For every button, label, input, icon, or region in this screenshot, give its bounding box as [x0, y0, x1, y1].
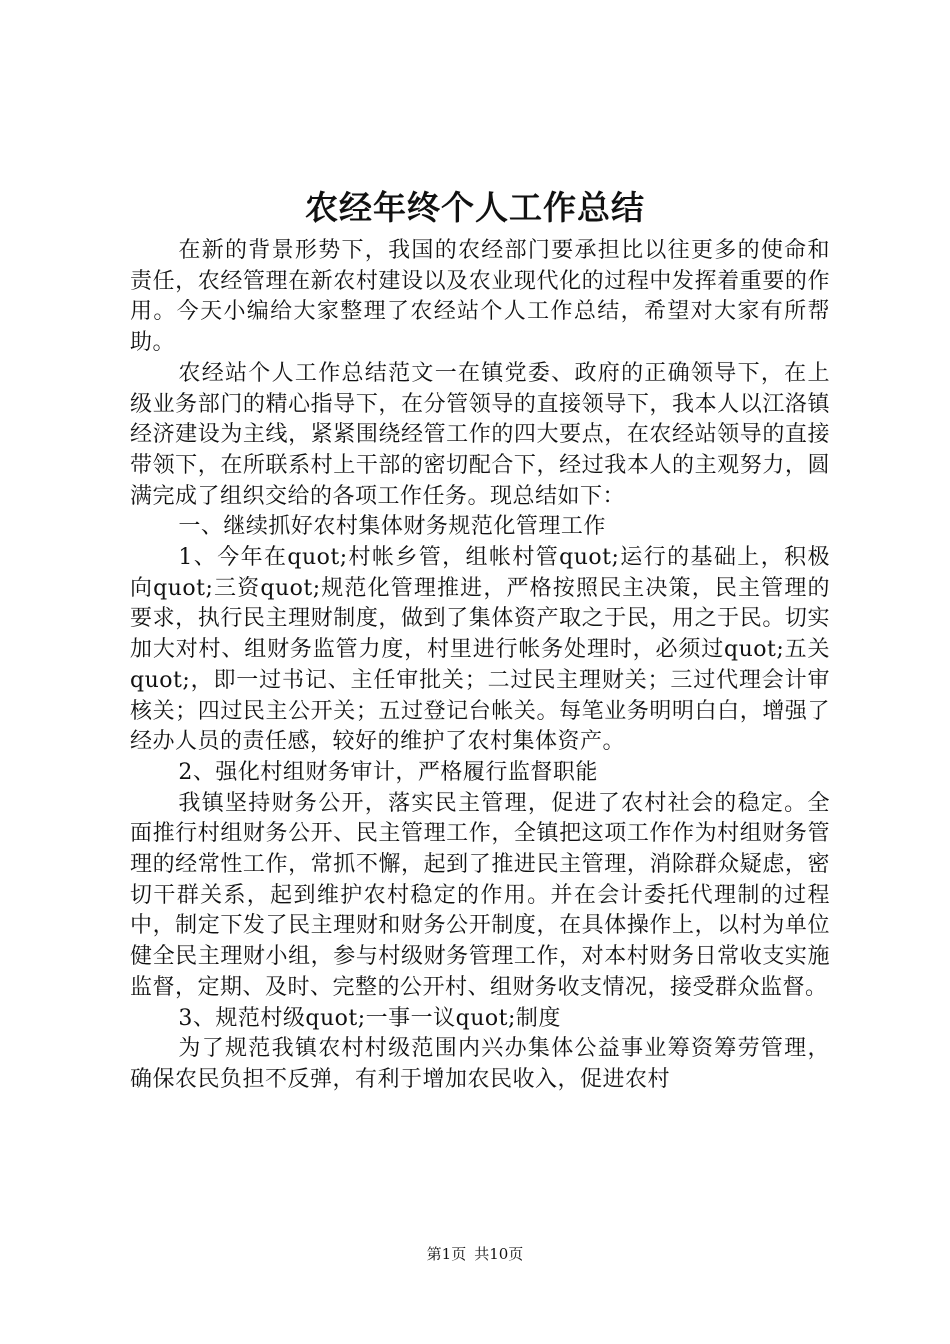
subheading-2: 2、强化村组财务审计，严格履行监督职能	[178, 759, 598, 785]
document-title: 农经年终个人工作总结	[305, 188, 645, 227]
paragraph-summary-opening: 农经站个人工作总结范文一在镇党委、政府的正确领导下，在上级业务部门的精心指导下，在分管领导的直接领导下，我本人以江洛镇经济建设为主线，紧紧围绕经管工作的四大要点，在农经站领导的直接带领下，在所联系村上干部的密切配合下，经过我本人的主观努力，圆满完成了组织交给的各项工作任务。现总结如下：	[130, 360, 830, 509]
subheading-3: 3、规范村级quot;一事一议quot;制度	[178, 1005, 561, 1031]
paragraph-item-2: 我镇坚持财务公开，落实民主管理，促进了农村社会的稳定。全面推行村组财务公开、民主管理工作，全镇把这项工作作为村组财务管理的经常性工作，常抓不懈，起到了推进民主管理，消除群众疑虑，密切干群关系，起到维护农村稳定的作用。并在会计委托代理制的过程中，制定下发了民主理财和财务公开制度，在具体操作上，以村为单位健全民主理财小组，参与村级财务管理工作，对本村财务日常收支实施监督，定期、及时、完整的公开村、组财务收支情况，接受群众监督。	[130, 790, 830, 1000]
paragraph-item-1: 1、今年在quot;村帐乡管，组帐村管quot;运行的基础上，积极向quot;三资quot;规范化管理推进，严格按照民主决策，民主管理的要求，执行民主理财制度，做到了集体资产取之于民，用之于民。切实加大对村、组财务监管力度，村里进行帐务处理时，必须过quot;五关quot;，即一过书记、主任审批关；二过民主理财关；三过代理会计审核关；四过民主公开关；五过登记台帐关。每笔业务明明白白，增强了经办人员的责任感，较好的维护了农村集体资产。	[130, 545, 830, 755]
document-body	[130, 236, 830, 1096]
page-footer	[0, 1243, 950, 1265]
page-number: 第1页	[426, 1245, 467, 1263]
section-heading-1: 一、继续抓好农村集体财务规范化管理工作	[178, 514, 606, 540]
paragraph-intro: 在新的背景形势下，我国的农经部门要承担比以往更多的使命和责任，农经管理在新农村建设以及农业现代化的过程中发挥着重要的作用。今天小编给大家整理了农经站个人工作总结，希望对大家有所帮助。	[130, 238, 830, 356]
paragraph-item-3: 为了规范我镇农村村级范围内兴办集体公益事业筹资筹劳管理，确保农民负担不反弹，有利于增加农民收入，促进农村	[130, 1036, 830, 1092]
page-total: 共10页	[474, 1245, 524, 1263]
